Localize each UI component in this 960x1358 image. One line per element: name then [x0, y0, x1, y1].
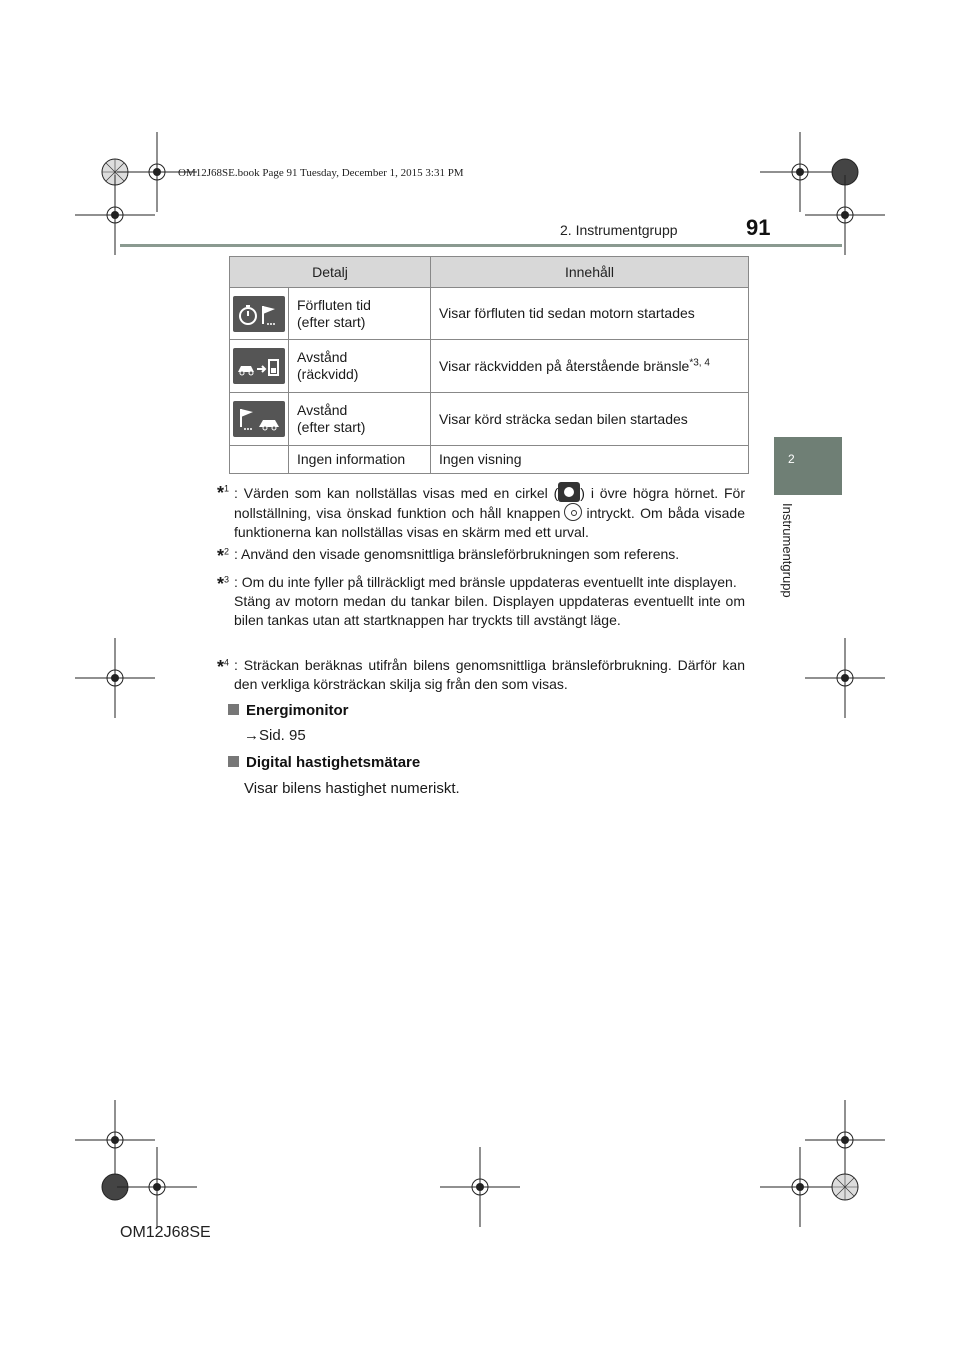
- table-row: [230, 446, 749, 474]
- footnote-number: 4: [224, 657, 230, 668]
- detail-line1: Ingen information: [297, 451, 406, 467]
- header-content: Innehåll: [431, 257, 749, 288]
- table-row: [230, 340, 749, 393]
- flag-car-icon: [233, 401, 285, 437]
- document-code: OM12J68SE: [120, 1224, 211, 1241]
- footnote: *$^2$ : Använd den visade genomsnittliga bränsleförbrukningen som referens.: [217, 546, 680, 566]
- section-title: 2. Instrumentgrupp: [560, 222, 678, 238]
- section-heading: Digital hastighetsmätare: [228, 754, 420, 771]
- detail-line2: (efter start): [297, 313, 366, 330]
- car-to-fuel-icon: [233, 348, 285, 384]
- footnote-number: 3: [224, 574, 230, 585]
- header-divider: [120, 244, 842, 247]
- table-row: [230, 288, 749, 340]
- footnote: *$^3$ : Om du inte fyller på tillräckligt med bränsle uppdateras eventuellt inte displayen. Stäng av motorn medan du tankar bilen. Displayen uppdateras eventuellt inte om bilen tankas utan att startknappen har tryckts till avstängt läge.: [217, 574, 745, 628]
- section-text: Visar bilens hastighet numeriskt.: [244, 780, 460, 797]
- chapter-side-label: Instrumentgrupp: [780, 503, 795, 598]
- footnote: *$^4$ : Sträckan beräknas utifrån bilens genomsnittliga bränsleförbrukning. Därför kan den verkliga körsträckan skilja sig från den som visas.: [217, 657, 745, 692]
- reset-circle-icon: [558, 482, 580, 502]
- section-heading: Energimonitor: [228, 702, 349, 719]
- book-stamp: OM12J68SE.book Page 91 Tuesday, December 1, 2015 3:31 PM: [178, 167, 464, 179]
- header-detail: Detalj: [230, 257, 431, 288]
- content-cell: Ingen visning: [431, 446, 749, 474]
- square-bullet-icon: [228, 756, 239, 767]
- detail-line1: Avstånd: [297, 349, 348, 365]
- content-cell: Visar räckvidden på återstående bränsle$^{*3, 4}$: [431, 340, 749, 393]
- chapter-tab-number: 2: [788, 452, 795, 466]
- content-cell: Visar förfluten tid sedan motorn startades: [431, 288, 749, 340]
- footnote-ref: *3, 4: [689, 356, 710, 368]
- section-text: →Sid. 95: [244, 727, 306, 744]
- stopwatch-flag-icon: [233, 296, 285, 332]
- detail-line1: Avstånd: [297, 402, 348, 418]
- detail-line2: (efter start): [297, 419, 366, 435]
- footnote-number: 2: [224, 546, 230, 557]
- content-cell: Visar körd sträcka sedan bilen startades: [431, 393, 749, 446]
- detail-line1: Förfluten tid: [297, 296, 371, 313]
- steering-button-icon: [564, 503, 582, 521]
- square-bullet-icon: [228, 704, 239, 715]
- footnote-number: 1: [224, 483, 230, 494]
- info-table: [229, 256, 749, 474]
- footnote: *$^1$ : Värden som kan nollställas visas med en cirkel ( ) i övre högra hörnet. För nollställning, visa önskad funktion och håll knappen intryckt. Om båda visade funktionerna kan nollställas visas en skärm med ett urval.: [217, 483, 746, 540]
- detail-line2: (räckvidd): [297, 366, 359, 382]
- page-number: 91: [746, 215, 771, 240]
- table-header-row: [230, 257, 749, 288]
- chapter-tab: [774, 437, 842, 495]
- table-row: [230, 393, 749, 446]
